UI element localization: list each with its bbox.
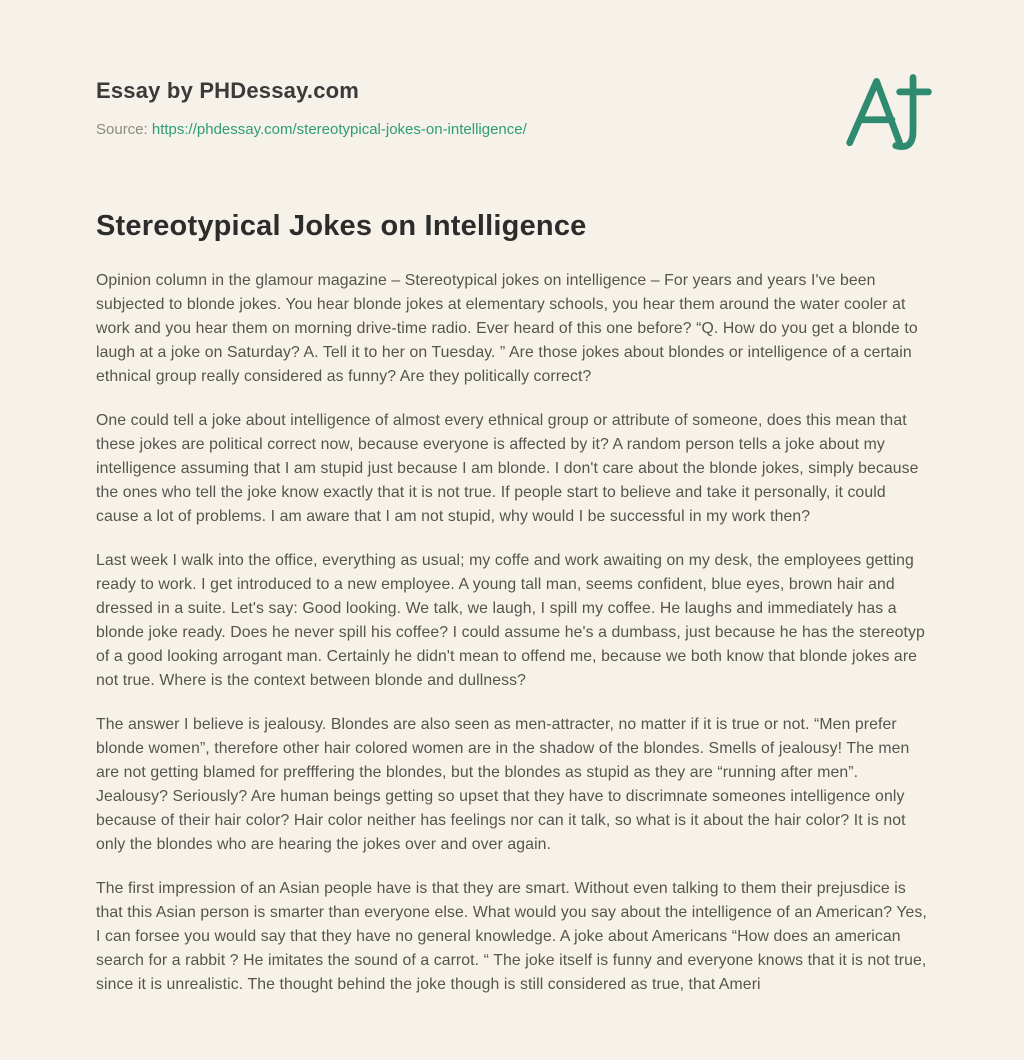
essay-paragraph: Last week I walk into the office, everything as usual; my coffe and work awaiting on my desk, the employees getting ready to work. I get introduced to a new employee. A young tall man, seems confident, blue eyes, brown hair and dressed in a suite. Let's say: Good looking. We talk, we laugh, I spill my coffee. He laughs and immediately has a blonde joke ready. Does he never spill his coffee? I could assume he's a dumbass, just because he has the stereotyp of a good looking arrogant man. Certainly he didn't mean to offend me, because we both know that blonde jokes are not true. Where is the context between blonde and dullness? xyxy=(96,552,925,689)
essay-title: Stereotypical Jokes on Intelligence xyxy=(96,210,587,242)
phdessay-logo-icon xyxy=(842,66,938,162)
essay-paragraph: Opinion column in the glamour magazine – Stereotypical jokes on intelligence – For years and years I've been subjected to blonde jokes. You hear blonde jokes at elementary schools, you hear them around the water cooler at work and you hear them on morning drive-time radio. Ever heard of this one before? “Q. How do you get a blonde to laugh at a joke on Saturday? A. Tell it to her on Tuesday. ” Are those jokes about blondes or intelligence of a certain ethnical group really considered as funny? Are they politically correct? xyxy=(96,272,918,385)
essay-body xyxy=(96,269,928,997)
essay-paragraph: One could tell a joke about intelligence of almost every ethnical group or attribute of someone, does this mean that these jokes are political correct now, because everyone is affected by it? A random person tells a joke about my intelligence assuming that I am stupid just because I am blonde. I don't care about the blonde jokes, simply because the ones who tell the joke know exactly that it is not true. If people start to believe and take it personally, it could cause a lot of problems. I am aware that I am not stupid, why would I be successful in my work then? xyxy=(96,412,919,525)
essay-paragraph: The first impression of an Asian people have is that they are smart. Without even talking to them their prejusdice is that this Asian person is smarter than everyone else. What would you say about the intelligence of an American? Yes, I can forsee you would say that they have no general knowledge. A joke about Americans “How does an american search for a rabbit ? He imitates the sound of a carrot. “ The joke itself is funny and everyone knows that it is not true, since it is unrealistic. The thought behind the joke though is still considered as true, that Ameri xyxy=(96,880,927,993)
source-line xyxy=(96,121,928,138)
byline: Essay by PHDessay.com xyxy=(96,78,360,103)
source-label: Source: xyxy=(96,121,152,138)
source-url-link[interactable]: https://phdessay.com/stereotypical-jokes-on-intelligence/ xyxy=(151,121,527,138)
essay-paragraph: The answer I believe is jealousy. Blondes are also seen as men-attracter, no matter if it is true or not. “Men prefer blonde women”, therefore other hair colored women are in the shadow of the blondes. Smells of jealousy! The men are not getting blamed for prefffering the blondes, but the blondes as stupid as they are “running after men”. Jealousy? Seriously? Are human beings getting so upset that they have to discrimnate someones intelligence only because of their hair color? Hair color neither has feelings nor can it talk, so what is it about the hair color? It is not only the blondes who are hearing the jokes over and over again. xyxy=(96,716,910,853)
page-header xyxy=(96,78,928,138)
